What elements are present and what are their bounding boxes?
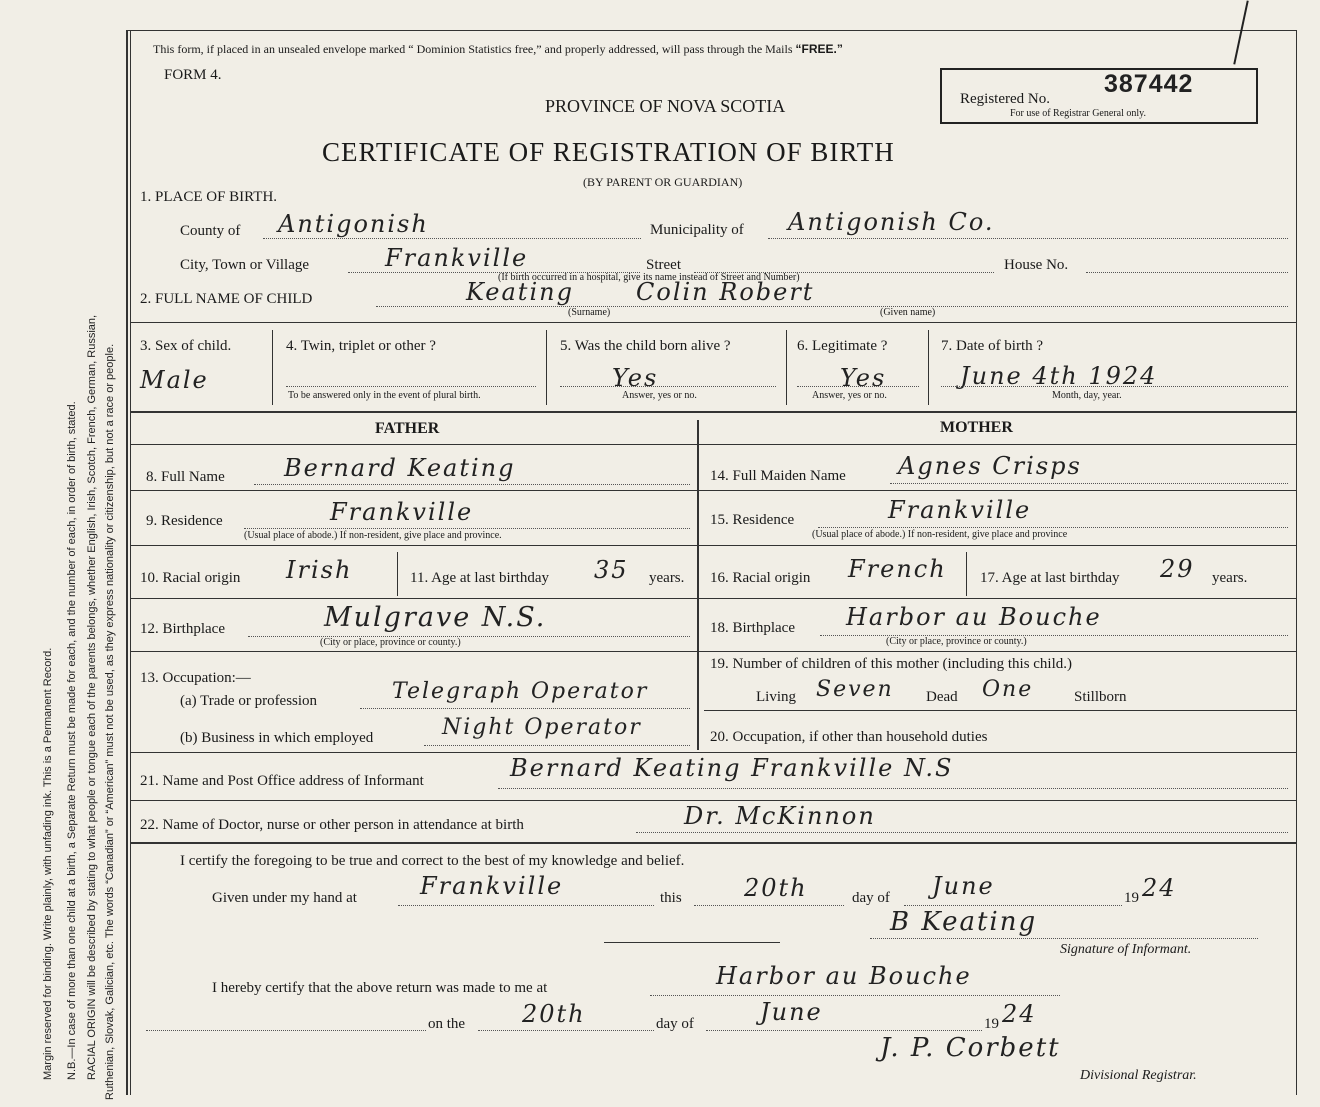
registrar-day-line bbox=[478, 1030, 654, 1031]
registrar-signature: J. P. Corbett bbox=[880, 1033, 1061, 1063]
mother-res-value: Frankville bbox=[888, 496, 1032, 524]
father-res-line bbox=[244, 528, 690, 529]
place-section-label: 1. PLACE OF BIRTH. bbox=[140, 189, 278, 205]
certify-year-prefix: 19 bbox=[1124, 890, 1139, 906]
certify-year-value: 24 bbox=[1142, 874, 1177, 902]
county-value: Antigonish bbox=[278, 210, 429, 238]
rule-21 bbox=[130, 800, 1296, 801]
father-age-value: 35 bbox=[594, 556, 629, 584]
mother-name-line bbox=[890, 483, 1288, 484]
child-surname: Keating bbox=[466, 278, 574, 306]
certify-month-line bbox=[904, 905, 1122, 906]
registrar-year-value: 24 bbox=[1002, 1000, 1037, 1028]
rule-parents-6 bbox=[130, 752, 1296, 753]
street-label: Street bbox=[646, 257, 681, 273]
mother-res-label: 15. Residence bbox=[710, 512, 795, 528]
rule-parents-3 bbox=[130, 598, 1296, 599]
legit-value: Yes bbox=[840, 364, 887, 392]
registered-number: 387442 bbox=[1104, 70, 1194, 98]
county-label: County of bbox=[180, 223, 241, 239]
city-value: Frankville bbox=[385, 244, 529, 272]
father-bp-label: 12. Birthplace bbox=[140, 621, 225, 637]
registrar-year-prefix: 19 bbox=[984, 1016, 999, 1032]
father-res-value: Frankville bbox=[330, 498, 474, 526]
registrar-on-label: on the bbox=[428, 1016, 466, 1032]
doctor-value: Dr. McKinnon bbox=[684, 802, 876, 830]
doctor-line bbox=[636, 832, 1288, 833]
center-divider bbox=[697, 420, 699, 750]
child-given-names: Colin Robert bbox=[636, 278, 815, 306]
border-top bbox=[126, 30, 1296, 31]
mother-bp-note: (City or place, province or county.) bbox=[886, 636, 1027, 647]
margin-note-1: Margin reserved for binding. Write plainly, with unfading ink. This is a Permanent Record. bbox=[42, 647, 54, 1080]
registrar-month-value: June bbox=[760, 998, 823, 1026]
father-race-divider bbox=[397, 552, 398, 596]
father-business-line bbox=[424, 745, 690, 746]
father-occ-label: 13. Occupation:— bbox=[140, 670, 251, 686]
alive-label: 5. Was the child born alive ? bbox=[560, 338, 731, 354]
informant-value: Bernard Keating Frankville N.S bbox=[510, 754, 954, 782]
rule-under-heading bbox=[130, 444, 1296, 445]
father-trade-line bbox=[360, 708, 690, 709]
alive-note: Answer, yes or no. bbox=[622, 390, 697, 401]
twin-note: To be answered only in the event of plural birth. bbox=[288, 390, 481, 401]
registrar-dayof-label: day of bbox=[656, 1016, 694, 1032]
dob-value: June 4th 1924 bbox=[960, 362, 1158, 390]
mother-age-value: 29 bbox=[1160, 555, 1195, 583]
mother-dead-label: Dead bbox=[926, 689, 958, 705]
margin-note-2: N.B.—In case of more than one child at a birth, a Separate Return must be made for each, and the number of each, in order of birth, stated. bbox=[66, 401, 78, 1080]
border-left bbox=[126, 30, 128, 1095]
mother-living-label: Living bbox=[756, 689, 796, 705]
registrar-lead-line bbox=[146, 1030, 426, 1031]
registration-box bbox=[940, 68, 1258, 124]
father-age-years: years. bbox=[649, 570, 685, 586]
given-label: Given under my hand at bbox=[212, 890, 357, 906]
father-bp-value: Mulgrave N.S. bbox=[324, 602, 547, 633]
certify-day-line bbox=[694, 905, 844, 906]
row3-div1 bbox=[272, 330, 273, 405]
given-place-value: Frankville bbox=[420, 872, 564, 900]
given-place-line bbox=[398, 905, 654, 906]
mother-stillborn-label: Stillborn bbox=[1074, 689, 1127, 705]
margin-note-4: Ruthenian, Slovak, Galician, etc. The words “Canadian” or “American” must not be used, as they express nationality or citizenship, but not a race or people. bbox=[104, 343, 116, 1100]
father-res-note-b: If non-resident, give place and province. bbox=[339, 530, 502, 541]
father-res-note bbox=[244, 530, 502, 542]
signature-line bbox=[870, 938, 1258, 939]
mother-res-note-a: (Usual place of abode.) bbox=[812, 529, 906, 540]
mother-res-line bbox=[818, 527, 1288, 528]
row3-div4 bbox=[928, 330, 929, 405]
registrar-statement: I hereby certify that the above return was made to me at bbox=[212, 980, 548, 996]
row3-div3 bbox=[786, 330, 787, 405]
page-title: CERTIFICATE OF REGISTRATION OF BIRTH bbox=[322, 137, 895, 167]
doctor-label: 22. Name of Doctor, nurse or other person in attendance at birth bbox=[140, 817, 524, 833]
certify-month-value: June bbox=[932, 872, 995, 900]
mother-name-value: Agnes Crisps bbox=[898, 452, 1082, 480]
dob-line bbox=[941, 386, 1288, 387]
mother-heading: MOTHER bbox=[940, 419, 1013, 436]
registered-label: Registered No. bbox=[960, 91, 1050, 107]
child-name-line bbox=[376, 306, 1288, 307]
sex-label: 3. Sex of child. bbox=[140, 338, 232, 354]
registrar-place-value: Harbor au Bouche bbox=[716, 962, 972, 990]
county-line bbox=[263, 238, 641, 239]
municipality-value: Antigonish Co. bbox=[788, 208, 995, 236]
this-label: this bbox=[660, 890, 682, 906]
margin-note-3: RACIAL ORIGIN will be described by stating to what people or tongue each of the parents belongs, whether English, Irish, Scotch, French, German, Russian, bbox=[86, 314, 98, 1080]
mail-notice-free: “FREE.” bbox=[795, 42, 843, 56]
father-race-label: 10. Racial origin bbox=[140, 570, 241, 586]
province-title: PROVINCE OF NOVA SCOTIA bbox=[545, 96, 786, 116]
rule-above-row3 bbox=[130, 322, 1296, 323]
alive-line bbox=[560, 386, 776, 387]
child-name-label: 2. FULL NAME OF CHILD bbox=[140, 291, 313, 307]
municipality-line bbox=[768, 238, 1288, 239]
rule-parents-1 bbox=[130, 490, 1296, 491]
informant-label: 21. Name and Post Office address of Informant bbox=[140, 773, 424, 789]
municipality-label: Municipality of bbox=[650, 222, 744, 238]
certify-day-value: 20th bbox=[744, 874, 808, 902]
border-right bbox=[1296, 30, 1297, 1095]
rule-parents-2 bbox=[130, 545, 1296, 546]
sex-value: Male bbox=[140, 366, 209, 394]
certify-statement: I certify the foregoing to be true and correct to the best of my knowledge and belief. bbox=[180, 853, 685, 869]
father-res-label: 9. Residence bbox=[146, 513, 223, 529]
border-left-inner bbox=[130, 30, 131, 1095]
informant-signature: B Keating bbox=[890, 907, 1038, 937]
house-line bbox=[1086, 272, 1288, 273]
form-number: FORM 4. bbox=[164, 67, 222, 83]
dob-note: Month, day, year. bbox=[1052, 390, 1122, 401]
informant-line bbox=[498, 788, 1288, 789]
registrar-caption: Divisional Registrar. bbox=[1080, 1068, 1197, 1083]
father-name-label: 8. Full Name bbox=[146, 469, 225, 485]
father-business-value: Night Operator bbox=[442, 715, 642, 740]
mother-bp-label: 18. Birthplace bbox=[710, 620, 795, 636]
mother-age-label: 17. Age at last birthday bbox=[980, 570, 1120, 586]
father-heading: FATHER bbox=[375, 420, 440, 437]
twin-line bbox=[286, 386, 536, 387]
rule-22 bbox=[130, 842, 1296, 844]
mother-age-years: years. bbox=[1212, 570, 1248, 586]
registrar-day-value: 20th bbox=[522, 1000, 586, 1028]
legit-note: Answer, yes or no. bbox=[812, 390, 887, 401]
registrar-only-note: For use of Registrar General only. bbox=[1010, 108, 1146, 119]
mother-living-value: Seven bbox=[816, 677, 894, 702]
row3-div2 bbox=[546, 330, 547, 405]
mother-children-label: 19. Number of children of this mother (including this child.) bbox=[710, 656, 1073, 672]
rule-parents-4 bbox=[130, 651, 1296, 652]
surname-caption: (Surname) bbox=[568, 307, 611, 318]
mail-notice bbox=[153, 40, 843, 58]
mother-race-label: 16. Racial origin bbox=[710, 570, 811, 586]
certify-dayof-label: day of bbox=[852, 890, 890, 906]
page-subtitle: (BY PARENT OR GUARDIAN) bbox=[583, 175, 743, 189]
short-rule bbox=[604, 942, 780, 943]
mother-bp-value: Harbor au Bouche bbox=[846, 603, 1102, 631]
father-name-value: Bernard Keating bbox=[284, 454, 516, 482]
father-race-value: Irish bbox=[286, 556, 353, 584]
alive-value: Yes bbox=[612, 364, 659, 392]
mother-race-divider bbox=[966, 552, 967, 596]
father-trade-value: Telegraph Operator bbox=[392, 679, 649, 704]
house-label: House No. bbox=[1004, 257, 1069, 273]
mother-occ-label: 20. Occupation, if other than household duties bbox=[710, 729, 988, 745]
signature-caption: Signature of Informant. bbox=[1060, 942, 1192, 957]
father-name-line bbox=[254, 484, 690, 485]
registrar-place-line bbox=[650, 995, 1060, 996]
given-caption: (Given name) bbox=[880, 307, 936, 318]
legit-label: 6. Legitimate ? bbox=[797, 338, 888, 354]
mother-res-note-b: If non-resident, give place and province bbox=[907, 529, 1068, 540]
pen-mark bbox=[1233, 1, 1248, 65]
rule-mother-5 bbox=[704, 710, 1296, 711]
father-age-label: 11. Age at last birthday bbox=[410, 570, 549, 586]
mother-res-note bbox=[812, 529, 1067, 541]
rule-above-parents bbox=[130, 411, 1296, 413]
father-bp-note: (City or place, province or county.) bbox=[320, 637, 461, 648]
registrar-month-line bbox=[706, 1030, 982, 1031]
father-business-label: (b) Business in which employed bbox=[180, 730, 374, 746]
father-trade-label: (a) Trade or profession bbox=[180, 693, 318, 709]
mother-race-value: French bbox=[848, 555, 947, 583]
twin-label: 4. Twin, triplet or other ? bbox=[286, 338, 436, 354]
hospital-note: (If birth occurred in a hospital, give its name instead of Street and Number) bbox=[498, 272, 800, 283]
father-bp-line bbox=[248, 636, 690, 637]
father-res-note-a: (Usual place of abode.) bbox=[244, 530, 338, 541]
legit-line bbox=[797, 386, 919, 387]
mother-name-label: 14. Full Maiden Name bbox=[710, 468, 846, 484]
dob-label: 7. Date of birth ? bbox=[941, 338, 1044, 354]
mail-notice-text: This form, if placed in an unsealed envelope marked “ Dominion Statistics free,” and properly addressed, will pass through the Mails bbox=[153, 42, 793, 56]
mother-dead-value: One bbox=[982, 677, 1034, 702]
city-label: City, Town or Village bbox=[180, 257, 310, 273]
